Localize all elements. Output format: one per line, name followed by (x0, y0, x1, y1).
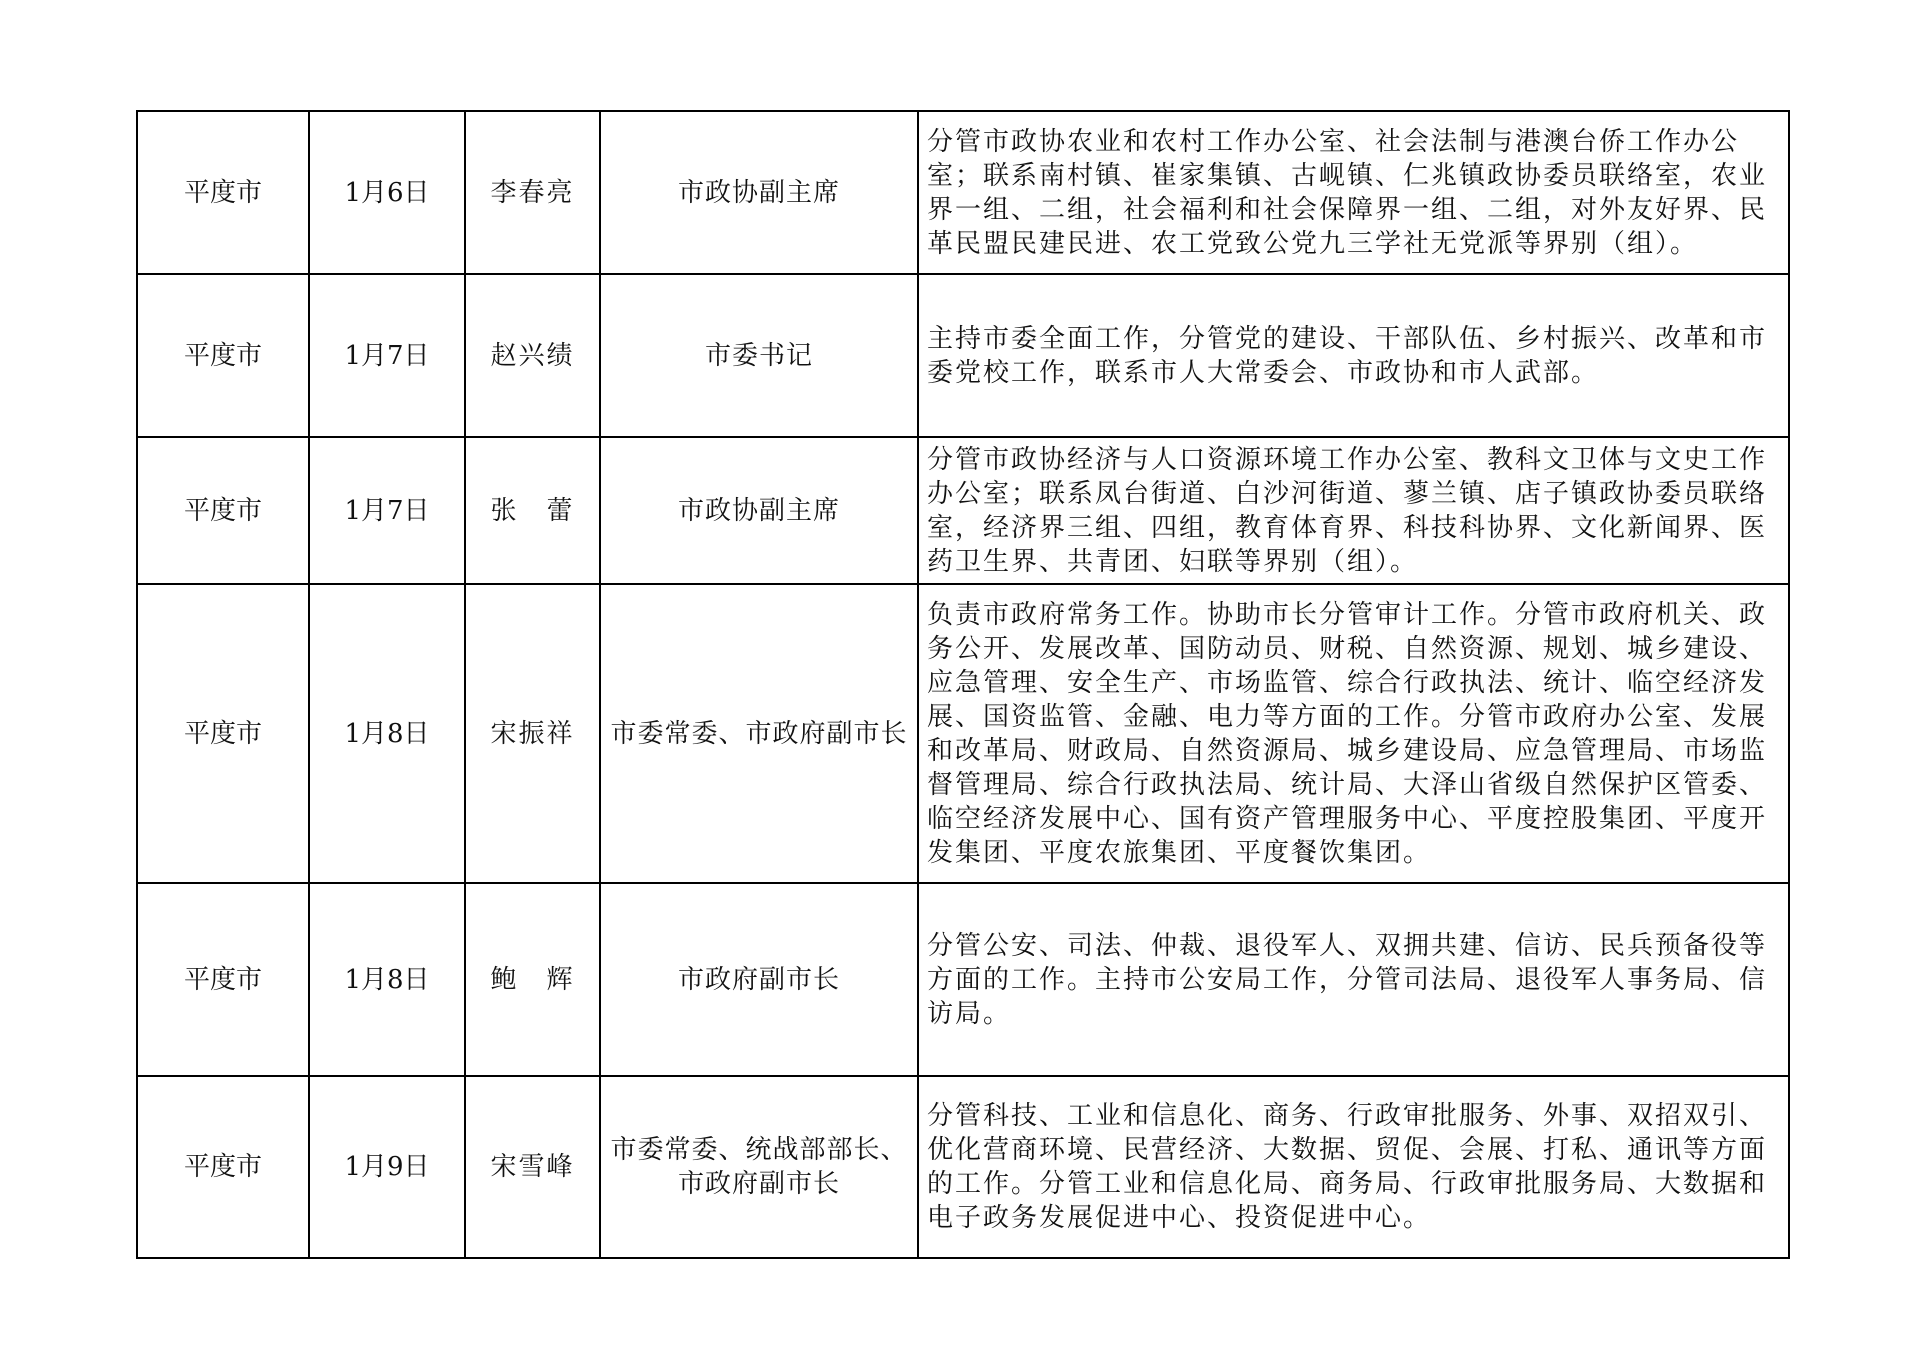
duty-cell: 分管市政协农业和农村工作办公室、社会法制与港澳台侨工作办公室；联系南村镇、崔家集镇、古岘镇、仁兆镇政协委员联络室，农业界一组、二组，社会福利和社会保障界一组、二组，对外友好界、民革民盟民建民进、农工党致公党九三学社无党派等界别（组）。 (918, 111, 1789, 274)
table-row (137, 1076, 1789, 1258)
post-cell (600, 437, 918, 584)
date-cell: 1月6日 (309, 111, 465, 274)
duty-cell: 主持市委全面工作，分管党的建设、干部队伍、乡村振兴、改革和市委党校工作，联系市人大常委会、市政协和市人武部。 (918, 274, 1789, 437)
table-row (137, 437, 1789, 584)
date-cell: 1月7日 (309, 437, 465, 584)
date-cell: 1月8日 (309, 584, 465, 883)
name-cell: 宋振祥 (465, 584, 600, 883)
post-cell (600, 111, 918, 274)
table-row (137, 883, 1789, 1076)
name-cell: 赵兴绩 (465, 274, 600, 437)
table-row (137, 274, 1789, 437)
table-row (137, 111, 1789, 274)
city-cell: 平度市 (137, 584, 309, 883)
post-cell (600, 274, 918, 437)
city-cell: 平度市 (137, 1076, 309, 1258)
duty-cell: 分管市政协经济与人口资源环境工作办公室、教科文卫体与文史工作办公室；联系凤台街道、白沙河街道、蓼兰镇、店子镇政协委员联络室，经济界三组、四组，教育体育界、科技科协界、文化新闻界、医药卫生界、共青团、妇联等界别（组）。 (918, 437, 1789, 584)
table-row (137, 584, 1789, 883)
duty-cell: 分管科技、工业和信息化、商务、行政审批服务、外事、双招双引、优化营商环境、民营经济、大数据、贸促、会展、打私、通讯等方面的工作。分管工业和信息化局、商务局、行政审批服务局、大数据和电子政务发展促进中心、投资促进中心。 (918, 1076, 1789, 1258)
name-cell: 张 蕾 (465, 437, 600, 584)
post-line: 市政协副主席 (677, 177, 840, 208)
post-cell (600, 1076, 918, 1258)
city-cell: 平度市 (137, 437, 309, 584)
name-cell: 鲍 辉 (465, 883, 600, 1076)
name-cell: 宋雪峰 (465, 1076, 600, 1258)
duty-cell: 负责市政府常务工作。协助市长分管审计工作。分管市政府机关、政务公开、发展改革、国防动员、财税、自然资源、规划、城乡建设、应急管理、安全生产、市场监管、综合行政执法、统计、临空经济发展、国资监管、金融、电力等方面的工作。分管市政府办公室、发展和改革局、财政局、自然资源局、城乡建设局、应急管理局、市场监督管理局、综合行政执法局、统计局、大泽山省级自然保护区管委、临空经济发展中心、国有资产管理服务中心、平度控股集团、平度开发集团、平度农旅集团、平度餐饮集团。 (918, 584, 1789, 883)
post-cell (600, 883, 918, 1076)
city-cell: 平度市 (137, 883, 309, 1076)
date-cell: 1月7日 (309, 274, 465, 437)
post-line: 市委常委、统战部部长、 (610, 1135, 908, 1165)
city-cell: 平度市 (137, 274, 309, 437)
post-line: 市委常委、市政府副市长 (610, 718, 908, 749)
name-cell: 李春亮 (465, 111, 600, 274)
post-line: 市政府副市长 (677, 1169, 840, 1199)
city-cell: 平度市 (137, 111, 309, 274)
date-cell: 1月9日 (309, 1076, 465, 1258)
date-cell: 1月8日 (309, 883, 465, 1076)
post-line: 市政府副市长 (677, 964, 840, 995)
post-line: 市委书记 (704, 340, 813, 371)
table-body (137, 111, 1789, 1258)
post-cell (600, 584, 918, 883)
assignment-table (136, 110, 1790, 1259)
post-line: 市政协副主席 (677, 495, 840, 526)
duty-cell: 分管公安、司法、仲裁、退役军人、双拥共建、信访、民兵预备役等方面的工作。主持市公安局工作，分管司法局、退役军人事务局、信访局。 (918, 883, 1789, 1076)
